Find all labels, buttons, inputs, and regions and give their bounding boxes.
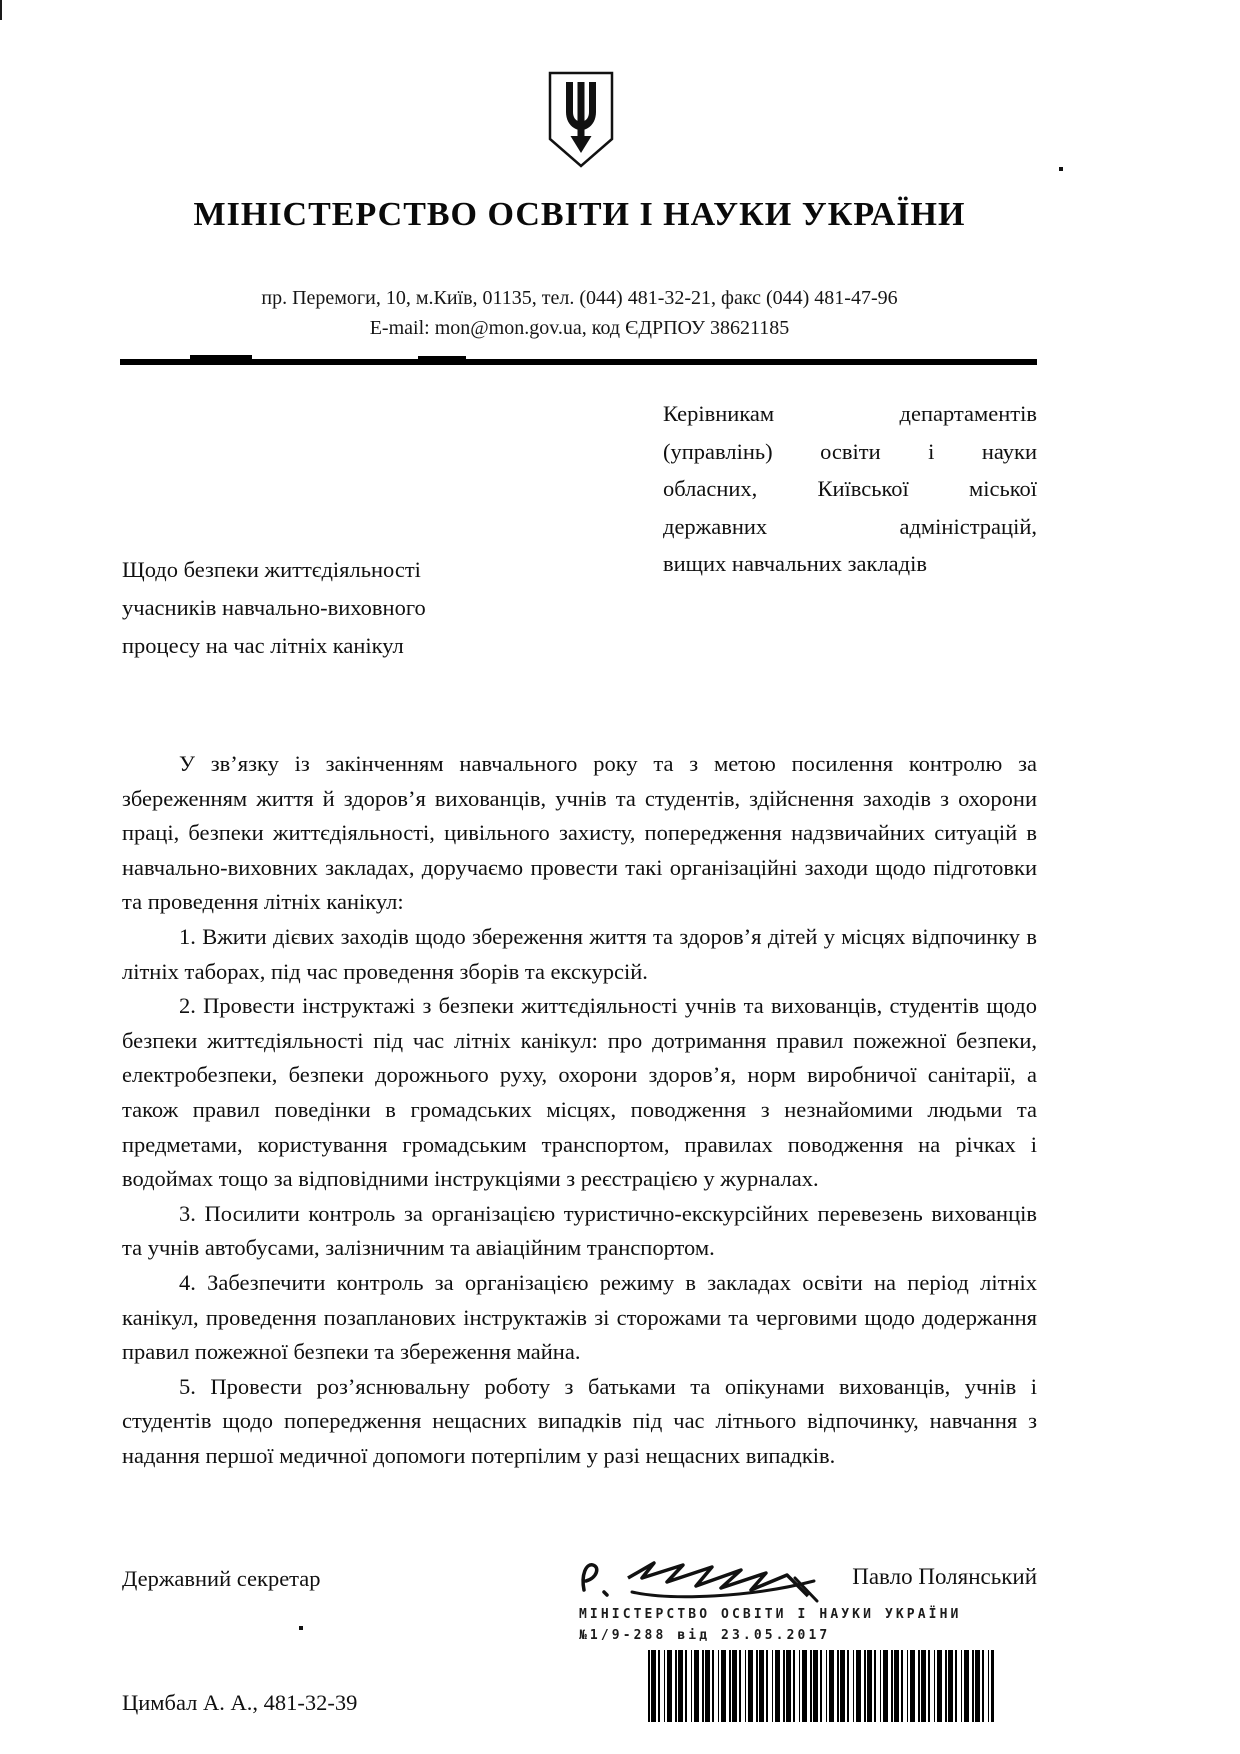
signer-role: Державний секретар bbox=[122, 1566, 321, 1591]
document-barcode bbox=[648, 1650, 994, 1722]
paragraph-intro: У зв’язку із закінченням навчального року та з метою посилення контролю за збереженням життя й здоров’я вихованців, учнів та студентів, здійснення заходів з охорони праці, безпеки життєдіяльності, цивільного захисту, попередження надзвичайних ситуацій в навчально-виховних закладах, доручаємо провести такі організаційні заходи щодо підготовки та проведення літніх канікул: bbox=[122, 751, 1037, 915]
paragraph-item-2: 2. Провести інструктажі з безпеки життєдіяльності учнів та вихованців, студентів щодо безпеки життєдіяльності під час літніх канікул: про дотримання правил пожежної безпеки, електробезпеки, безпеки дорожнього руху, охорони здоров’я, норм виробничої санітарії, а також правил поведінки в громадських місцях, поводження з незнайомими людьми та предметами, користування громадським транспортом, правилах поводження на річках і водоймах тощо за відповідними інструкціями з реєстрацією у журналах. bbox=[122, 993, 1037, 1192]
stamp-line-ministry: МІНІСТЕРСТВО ОСВІТИ І НАУКИ УКРАЇНИ bbox=[579, 1607, 962, 1622]
scan-line-artifact bbox=[190, 355, 252, 360]
ministry-title: МІНІСТЕРСТВО ОСВІТИ І НАУКИ УКРАЇНИ bbox=[193, 196, 966, 233]
ukraine-trident-emblem-icon bbox=[545, 70, 617, 170]
paragraph-item-3: 3. Посилити контроль за організацією туристично-екскурсійних перевезень вихованців та учнів автобусами, залізничним та авіаційним транспортом. bbox=[122, 1200, 1037, 1261]
paragraph-item-5: 5. Провести роз’яснювальну роботу з батьками та опікунами вихованців, учнів і студентів щодо попередження нещасних випадків під час літнього відпочинку, навчання з надання першої медичної допомоги потерпілим у разі нещасних випадків. bbox=[122, 1373, 1037, 1468]
subject-line: учасників навчально-виховного bbox=[122, 595, 426, 620]
scan-line-artifact bbox=[418, 356, 466, 360]
signer-name: Павло Полянський bbox=[852, 1564, 1037, 1589]
executor-contact: Цимбал А. А., 481-32-39 bbox=[122, 1690, 358, 1715]
recipient-line: вищих навчальних закладів bbox=[663, 551, 927, 576]
recipient-line: Керівникам департаментів bbox=[663, 401, 1037, 426]
paragraph-item-4: 4. Забезпечити контроль за організацією режиму в закладах освіти на період літніх канікул, проведення позапланових інструктажів зі сторожами та черговими щодо додержання правил пожежної безпеки та збереження майна. bbox=[122, 1269, 1037, 1365]
recipient-line: обласних, Київської міської bbox=[663, 476, 1037, 501]
recipient-line: державних адміністрацій, bbox=[663, 513, 1037, 539]
scan-speck bbox=[1059, 167, 1063, 171]
stamp-line-number-date: №1/9-288 від 23.05.2017 bbox=[579, 1628, 831, 1643]
scan-edge-artifact bbox=[0, 0, 2, 20]
letter-body bbox=[122, 747, 1037, 1473]
subject-line: процесу на час літніх канікул bbox=[122, 633, 404, 658]
header-divider bbox=[120, 359, 1037, 365]
subject-line: Щодо безпеки життєдіяльності bbox=[122, 557, 421, 582]
recipient-block bbox=[663, 395, 1037, 583]
subject-block bbox=[122, 551, 552, 665]
scan-speck bbox=[299, 1626, 303, 1630]
paragraph-item-1: 1. Вжити дієвих заходів щодо збереження життя та здоров’я дітей у місцях відпочинку в літніх таборах, під час проведення зборів та екскурсій. bbox=[122, 923, 1037, 984]
recipient-line: (управлінь) освіти і науки bbox=[663, 438, 1037, 464]
address-line: пр. Перемоги, 10, м.Київ, 01135, тел. (044) 481-32-21, факс (044) 481-47-96 bbox=[261, 287, 898, 309]
registration-stamp bbox=[579, 1604, 961, 1646]
email-line: E-mail: mon@mon.gov.ua, код ЄДРПОУ 38621185 bbox=[369, 317, 790, 339]
